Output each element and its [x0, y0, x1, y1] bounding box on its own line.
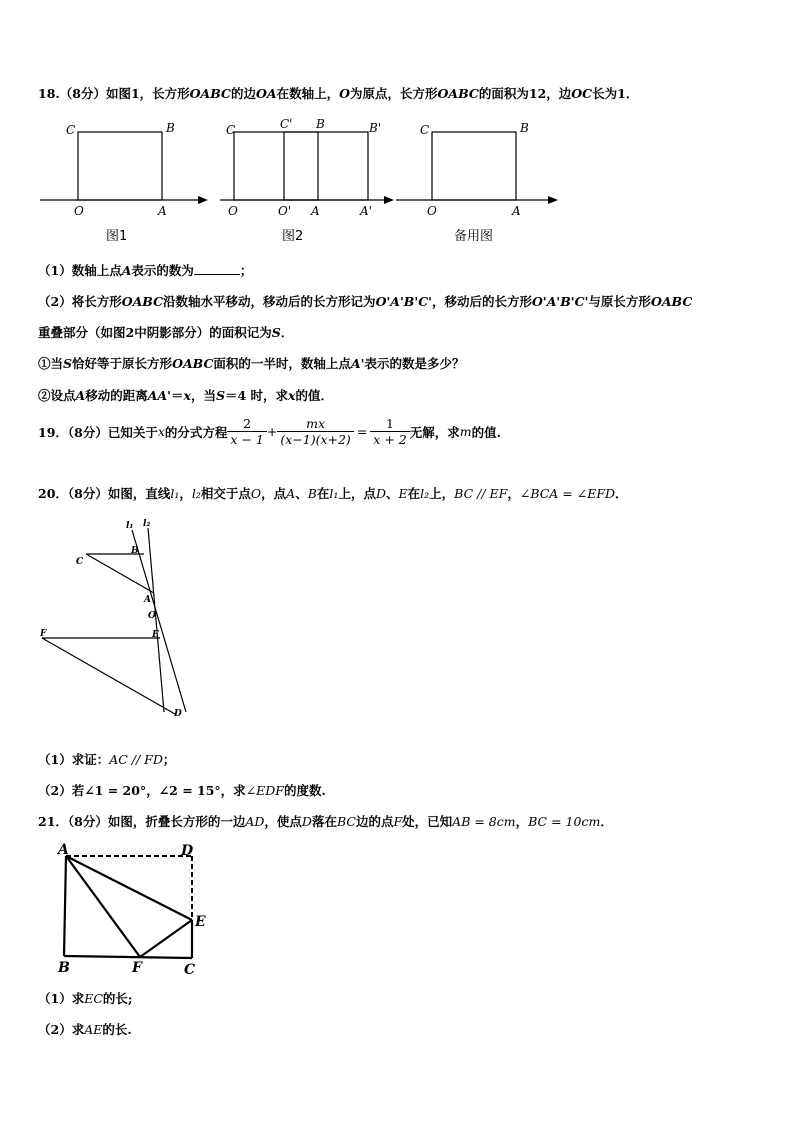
q18-text: ＝ — [170, 388, 184, 403]
q18-text: x — [183, 388, 191, 403]
q21-text: EC — [84, 991, 103, 1006]
label-E: E — [195, 914, 206, 930]
label-A: A — [158, 204, 167, 218]
label-O-prime: O' — [278, 204, 292, 218]
q19-text: 的分式方程 — [164, 424, 228, 440]
q19-text: 的值. — [471, 424, 501, 440]
q20-text: 、 — [295, 486, 308, 501]
q21-stem — [38, 812, 613, 830]
q18-stem — [38, 84, 638, 102]
q18-figure-2 — [218, 114, 398, 218]
q18-text: 沿数轴水平移动，移动后的长方形记为 — [163, 294, 376, 309]
q18-text: A' — [350, 356, 365, 371]
q18-text: OABC — [121, 294, 164, 309]
q20-text: E — [398, 486, 408, 501]
q18-text: ，移动后的长方形 — [431, 294, 532, 309]
q20-text: ． — [615, 486, 628, 501]
label-l2: l₂ — [143, 519, 151, 529]
q21-figure — [50, 838, 220, 980]
q18-text: 的边 — [231, 86, 257, 101]
fraction-2 — [277, 416, 353, 447]
q20-text: （2）若∠1 = 20°，∠2 = 15°，求 — [38, 783, 246, 798]
q21-text: ． — [600, 814, 613, 829]
q20-text: ，点 — [261, 486, 287, 501]
q21-text: ，使点 — [264, 814, 302, 829]
q18-text: OABC — [437, 86, 479, 101]
q20-text: ∠EDF — [245, 783, 284, 798]
q20-text: 上，点 — [338, 486, 376, 501]
q21-text: D — [301, 814, 312, 829]
q18-text: 表示的数为 — [131, 263, 194, 278]
q18-text: ． — [280, 325, 294, 340]
q18-text: 在数轴上， — [276, 86, 340, 101]
fraction-3 — [370, 416, 409, 447]
label-O: O — [148, 611, 156, 621]
q21-text: 的长. — [102, 1022, 132, 1037]
q18-text: 表示的数是多少？ — [364, 356, 465, 371]
q19-text: x — [157, 424, 165, 439]
q18-text: ； — [239, 263, 253, 278]
label-B: B — [131, 546, 139, 556]
label-A: A — [144, 595, 151, 605]
q18-text: S — [63, 356, 73, 371]
q21-text: 落在 — [311, 814, 337, 829]
q20-text: O — [250, 486, 262, 501]
fraction-numerator: mx — [277, 416, 353, 432]
q20-text: 20．（8分）如图，直线 — [38, 486, 171, 501]
fraction-numerator: 2 — [227, 416, 266, 432]
label-D: D — [181, 843, 194, 859]
q20-figure — [34, 516, 204, 722]
label-A: A — [58, 842, 69, 858]
label-F: F — [40, 629, 47, 639]
q19-text: 19．（8分）已知关于 — [38, 424, 158, 440]
q18-text: AA' — [147, 388, 171, 403]
q21-part2 — [38, 1020, 132, 1038]
fraction-denominator: x − 1 — [230, 432, 264, 447]
q20-text: ， — [507, 486, 520, 501]
q18-part2-i — [38, 354, 464, 372]
q20-part2 — [38, 781, 326, 799]
label-A: A — [512, 204, 521, 218]
q20-part1 — [38, 750, 175, 768]
q18-text: A — [121, 263, 132, 278]
q18-text: OABC — [650, 294, 693, 309]
q19-text: 无解，求 — [409, 424, 460, 440]
q18-text: OABC — [189, 86, 231, 101]
q18-caption-2: 图2 — [282, 229, 304, 244]
q19-stem — [38, 416, 501, 447]
label-O: O — [228, 204, 238, 218]
q18-text: S — [215, 388, 225, 403]
q18-text: ①当 — [38, 356, 64, 371]
q18-part2-line2 — [38, 323, 293, 341]
q20-text: l₁ — [329, 486, 339, 501]
q18-caption-3: 备用图 — [454, 229, 494, 244]
q21-text: AD — [245, 814, 265, 829]
q20-text: 的度数. — [283, 783, 326, 798]
q19-text: m — [459, 424, 472, 439]
q18-text: 长为1． — [592, 86, 639, 101]
q18-text: OA — [256, 86, 277, 101]
fraction-denominator: x + 2 — [373, 432, 407, 447]
q18-text: （2）将长方形 — [38, 294, 122, 309]
q21-text: 的长; — [102, 991, 133, 1006]
q20-text: 上， — [429, 486, 455, 501]
q18-caption-1: 图1 — [106, 229, 128, 244]
q18-text: OABC — [172, 356, 214, 371]
q18-text: 为原点，长方形 — [350, 86, 438, 101]
q21-text: BC = 10cm — [528, 814, 601, 829]
equals-sign: = — [356, 424, 368, 439]
q18-text: ，当 — [190, 388, 216, 403]
q20-text: 在 — [407, 486, 421, 501]
q20-text: ； — [162, 752, 176, 767]
q18-text: O — [339, 86, 351, 101]
q20-stem — [38, 484, 628, 502]
label-C: C — [66, 123, 76, 137]
q18-text: 恰好等于原长方形 — [72, 356, 173, 371]
label-l1: l₁ — [126, 521, 134, 531]
q20-text: AC // FD — [109, 752, 163, 767]
label-B: B — [316, 117, 325, 131]
q18-text: 18.（8分）如图1，长方形 — [38, 86, 190, 101]
q20-text: 、 — [385, 486, 399, 501]
q18-part1 — [38, 261, 252, 279]
q18-text: x — [288, 388, 296, 403]
label-A-prime: A' — [360, 204, 372, 218]
q21-text: 边的点 — [355, 814, 394, 829]
q18-text: 重叠部分（如图2中阴影部分）的面积记为 — [38, 325, 272, 340]
q21-text: AE — [84, 1022, 103, 1037]
q20-text: 在 — [316, 486, 330, 501]
fraction-numerator: 1 — [370, 416, 409, 432]
label-A: A — [311, 204, 320, 218]
label-O: O — [74, 204, 84, 218]
q21-part1 — [38, 989, 133, 1007]
q21-text: 21．（8分）如图，折叠长方形的一边 — [38, 814, 246, 829]
q20-text: B — [307, 486, 317, 501]
q18-figure-backup — [394, 118, 569, 218]
q18-text: ②设点 — [38, 388, 76, 403]
label-C: C — [184, 962, 196, 978]
q18-text: A — [75, 388, 86, 403]
q18-text: S — [271, 325, 281, 340]
q18-text: 的面积为12，边 — [478, 86, 572, 101]
q20-text: l₁ — [170, 486, 180, 501]
q18-part2-ii — [38, 386, 333, 404]
q20-text: A — [286, 486, 296, 501]
q20-text: D — [375, 486, 386, 501]
label-C: C — [226, 123, 236, 137]
q18-text: OC — [571, 86, 593, 101]
q20-text: ∠BCA = ∠EFD — [519, 486, 616, 501]
q20-text: （1）求证： — [38, 752, 110, 767]
fraction-denominator: (x−1)(x+2) — [280, 432, 351, 447]
q20-text: l₂ — [191, 486, 201, 501]
q18-text: 移动的距离 — [85, 388, 148, 403]
q21-text: F — [393, 814, 403, 829]
q18-part2-line1 — [38, 292, 692, 310]
label-O: O — [427, 204, 437, 218]
label-D: D — [174, 709, 182, 719]
label-C: C — [76, 557, 84, 567]
label-B-prime: B' — [369, 121, 382, 135]
q18-text: O'A'B'C' — [375, 294, 432, 309]
q18-text: ＝4 时，求 — [224, 388, 289, 403]
q18-text: （1）数轴上点 — [38, 263, 122, 278]
q21-text: （1）求 — [38, 991, 85, 1006]
plus-sign: + — [266, 424, 278, 439]
q21-text: ， — [515, 814, 529, 829]
label-C-prime: C' — [280, 117, 293, 131]
q20-text: 相交于点 — [200, 486, 251, 501]
fraction-1 — [227, 416, 266, 447]
label-B: B — [520, 121, 529, 135]
q18-text: 与原长方形 — [588, 294, 651, 309]
label-F: F — [132, 960, 142, 976]
label-B: B — [166, 121, 175, 135]
label-E: E — [152, 630, 159, 640]
label-C: C — [420, 123, 430, 137]
q21-text: BC — [336, 814, 356, 829]
answer-blank — [194, 264, 240, 275]
q21-text: AB = 8cm — [452, 814, 516, 829]
q18-text: 的值． — [295, 388, 334, 403]
q18-text: O'A'B'C' — [532, 294, 589, 309]
q18-text: 面积的一半时，数轴上点 — [213, 356, 351, 371]
label-B: B — [58, 960, 70, 976]
q18-figure-1 — [38, 118, 213, 218]
q20-text: ， — [179, 486, 192, 501]
q21-text: （2）求 — [38, 1022, 85, 1037]
q21-text: 处，已知 — [402, 814, 453, 829]
q20-text: l₂ — [420, 486, 430, 501]
q20-text: BC // EF — [454, 486, 508, 501]
